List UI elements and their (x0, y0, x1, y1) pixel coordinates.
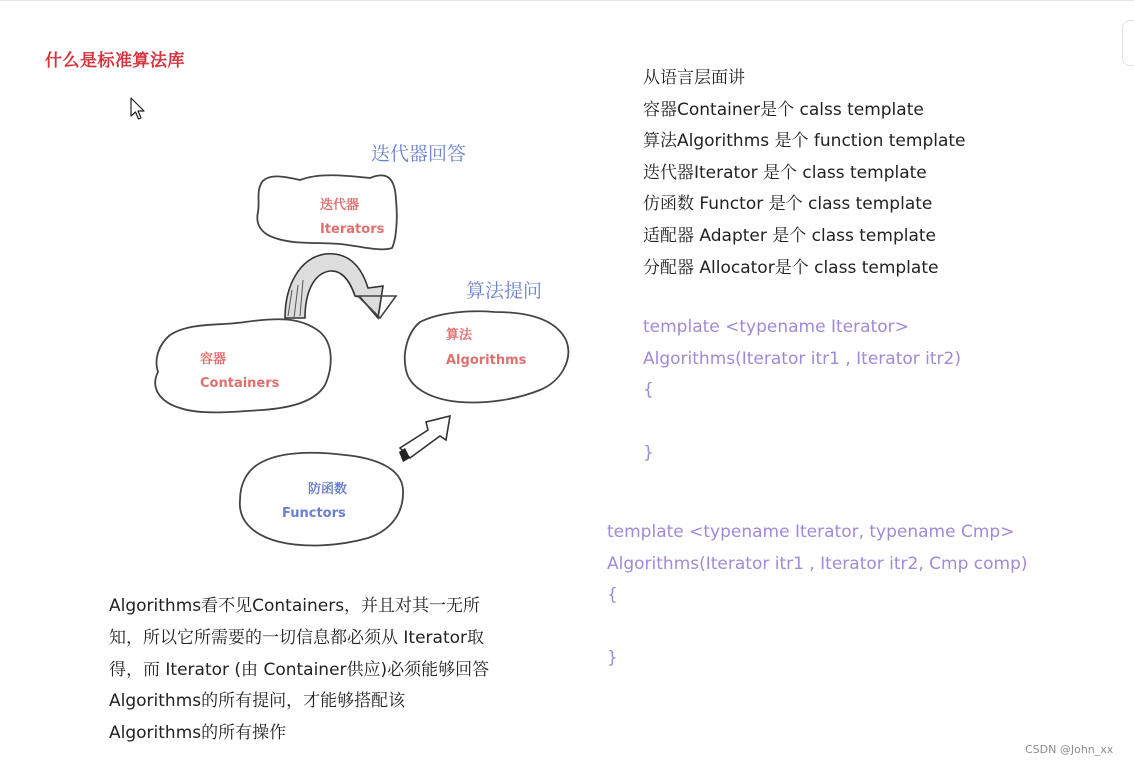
algorithms-en-label: Algorithms (446, 353, 527, 368)
language-view-line: 容器Container是个 calss template (643, 99, 924, 120)
functors-bubble (240, 453, 403, 546)
iterators-cn-label: 迭代器 (320, 198, 360, 213)
description-line: Algorithms的所有操作 (109, 723, 287, 744)
language-view-line: 迭代器Iterator 是个 class template (643, 162, 927, 183)
containers-cn-label: 容器 (200, 352, 227, 367)
code-line: } (607, 648, 618, 669)
curved-arrow (285, 254, 383, 318)
language-view-line: 仿函数 Functor 是个 class template (643, 194, 933, 215)
code-line: template <typename Iterator, typename Cmp> (607, 522, 1015, 542)
code-block-1 (643, 312, 961, 470)
functors-en-label: Functors (282, 506, 346, 521)
iterators-en-label: Iterators (320, 222, 385, 237)
containers-en-label: Containers (200, 376, 280, 391)
algorithm-question-label: 算法提问 (466, 280, 543, 302)
language-view-line: 算法Algorithms 是个 function template (643, 131, 966, 152)
code-block-2 (607, 517, 1028, 675)
description-line: 得，而 Iterator (由 Container供应)必须能够回答 (109, 659, 490, 680)
functors-cn-label: 防函数 (308, 482, 348, 497)
code-line (607, 612, 1028, 644)
straight-arrow (400, 416, 450, 458)
code-line: { (607, 585, 618, 606)
code-line: template <typename Iterator> (643, 317, 909, 337)
code-line: Algorithms(Iterator itr1 , Iterator itr2) (643, 348, 961, 369)
code-line: } (643, 443, 654, 464)
language-view-line: 从语言层面讲 (643, 68, 745, 88)
language-view-list (643, 63, 966, 284)
description-paragraph (109, 591, 509, 750)
language-view-line: 分配器 Allocator是个 class template (643, 257, 939, 278)
algorithms-cn-label: 算法 (446, 328, 473, 343)
description-line: Algorithms的所有提问，才能够搭配该 (109, 691, 406, 712)
code-line: Algorithms(Iterator itr1 , Iterator itr2, Cmp comp) (607, 553, 1028, 574)
watermark: CSDN @John_xx (1025, 743, 1114, 756)
code-line: { (643, 380, 654, 401)
code-line (643, 407, 961, 439)
description-line: Algorithms看不见Containers，并且对其一无所 (109, 596, 481, 616)
iterator-answer-label: 迭代器回答 (371, 143, 467, 165)
containers-bubble (155, 319, 331, 412)
page-title: 什么是标准算法库 (45, 51, 185, 71)
language-view-line: 适配器 Adapter 是个 class template (643, 225, 937, 246)
description-line: 知，所以它所需要的一切信息都必须从 Iterator取 (109, 627, 485, 648)
